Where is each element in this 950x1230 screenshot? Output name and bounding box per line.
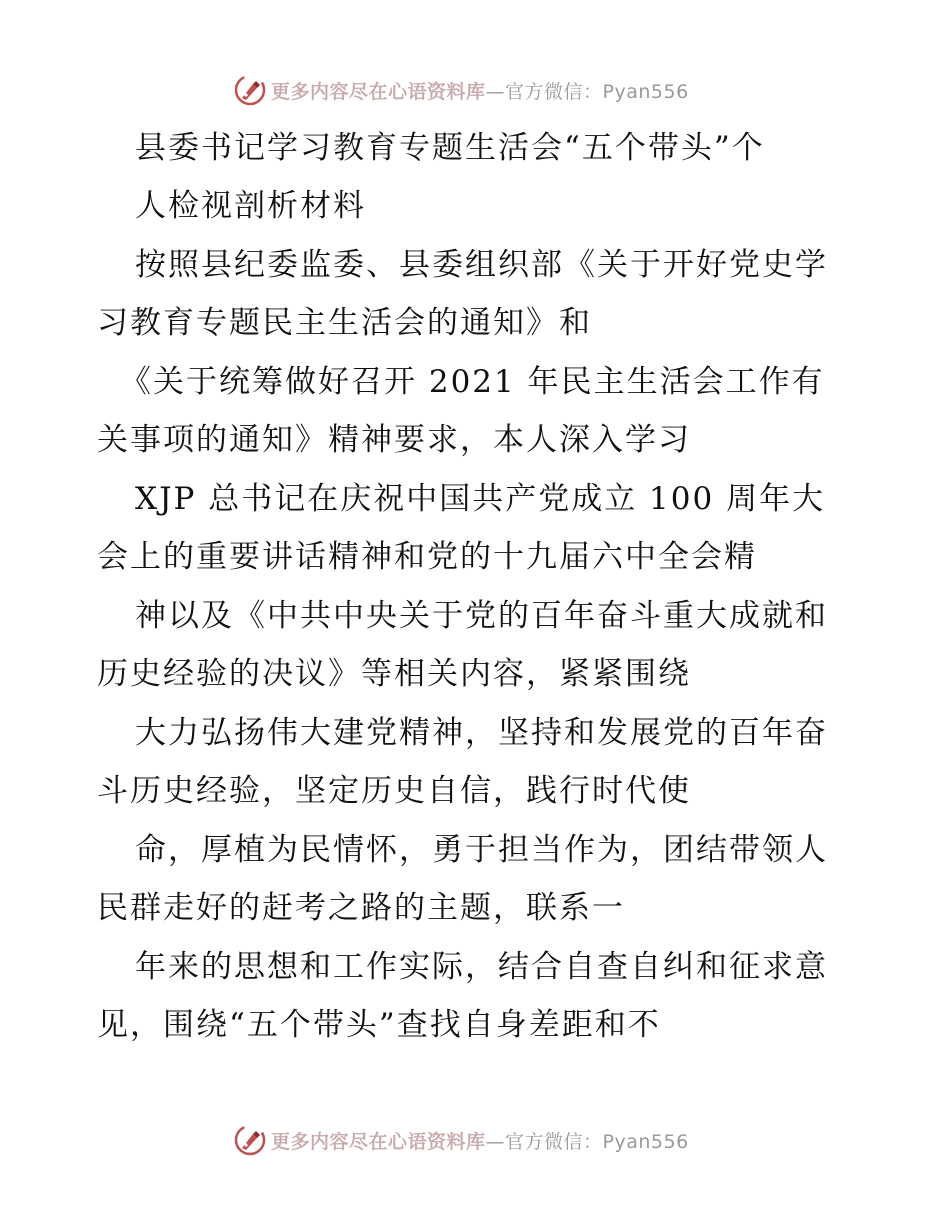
- text-line: 民群走好的赶考之路的主题，联系一: [97, 890, 625, 926]
- watermark-wechat-text: 官方微信：Pyan556: [505, 1130, 689, 1153]
- text-line: 《关于统筹做好召开 2021 年民主生活会工作有: [120, 364, 825, 400]
- text-line: 人检视剖析材料: [135, 188, 366, 224]
- pen-nib-icon: [233, 1123, 267, 1157]
- watermark-dash: —: [485, 80, 506, 103]
- pen-nib-icon: [233, 73, 267, 107]
- text-line: 年来的思想和工作实际，结合自查自纠和征求意: [135, 949, 828, 985]
- text-line: 神以及《中共中央关于党的百年奋斗重大成就和: [135, 598, 828, 634]
- watermark-footer: [233, 1122, 689, 1158]
- text-line: 按照县纪委监委、县委组织部《关于开好党史学: [135, 247, 828, 283]
- watermark-site-text: 更多内容尽在心语资料库: [271, 1130, 486, 1153]
- text-line: 会上的重要讲话精神和党的十九届六中全会精: [97, 539, 757, 575]
- watermark-header: [233, 72, 689, 108]
- text-line: 大力弘扬伟大建党精神，坚持和发展党的百年奋: [135, 715, 828, 751]
- watermark-wechat-text: 官方微信：Pyan556: [505, 80, 689, 103]
- watermark-tagline: [271, 1127, 689, 1154]
- text-line: 斗历史经验，坚定历史自信，践行时代使: [97, 773, 691, 809]
- text-line: 关事项的通知》精神要求，本人深入学习: [97, 422, 691, 458]
- text-line: XJP 总书记在庆祝中国共产党成立 100 周年大: [135, 481, 826, 517]
- text-line: 见，围绕“五个带头”查找自身差距和不: [97, 1007, 661, 1043]
- watermark-site-text: 更多内容尽在心语资料库: [271, 80, 486, 103]
- text-line: 习教育专题民主生活会的通知》和: [97, 305, 592, 341]
- watermark-tagline: [271, 77, 689, 104]
- text-line: 县委书记学习教育专题生活会“五个带头”个: [135, 130, 765, 166]
- text-line: 历史经验的决议》等相关内容，紧紧围绕: [97, 656, 691, 692]
- text-line: 命，厚植为民情怀，勇于担当作为，团结带领人: [135, 832, 828, 868]
- watermark-dash: —: [485, 1130, 506, 1153]
